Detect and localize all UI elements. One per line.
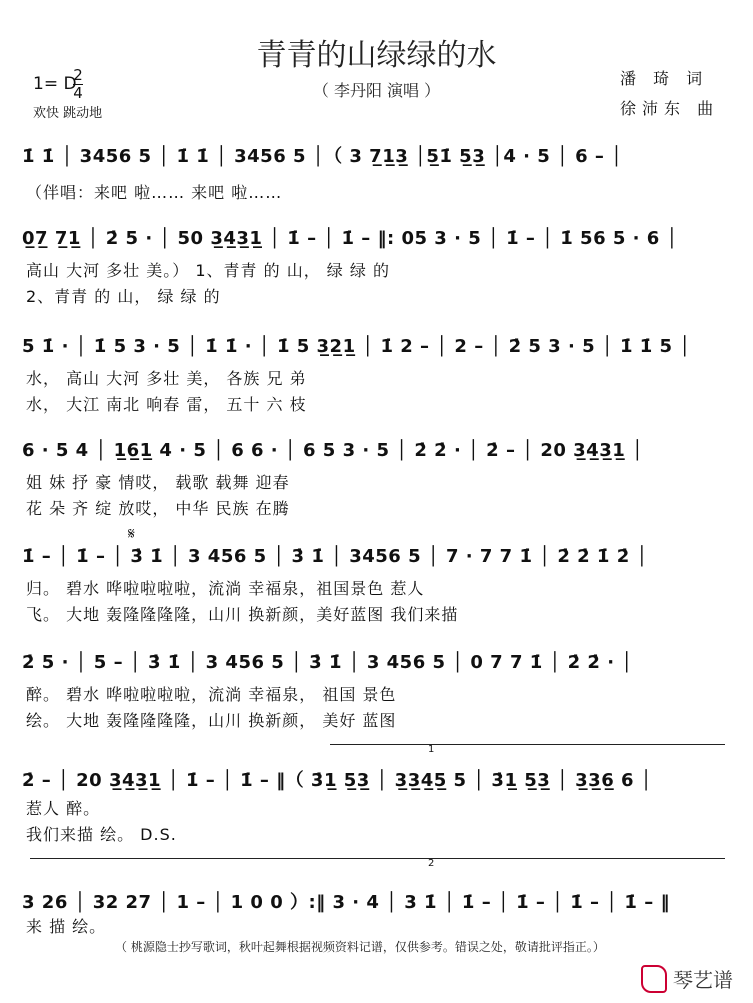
notation-row-6: 2̇ 5 · │ 5 – │ 3̇ 1̇ │ 3 456 5 │ 3̇ 1̇ │ 3 456 5 │ 0 7 7 1̇ │ 2̇ 2̇ · │ bbox=[22, 652, 633, 673]
time-signature bbox=[73, 68, 83, 101]
notation-row-5: 1̇ – │ 1̇ – │ 3̇ 1̇ │ 3 456 5 │ 3̇ 1̇ │ 3456 5 │ 7 · 7 7 1̇ │ 2̇ 2̇ 1̇ 2̇ │ bbox=[22, 546, 648, 567]
song-subtitle: （ 李丹阳 演唱 ） bbox=[312, 81, 441, 100]
notation-row-7: 2̇ – │ 20 3̲4̲3̲1̲ │ 1̇ – │ 1̇ – ‖（ 3̇1̲ 5̲3̲ │ 3̲3̲4̲5̲ 5 │ 3̇1̲ 5̲3̲ │ 3̲3̲6̲ 6 │ bbox=[22, 770, 653, 791]
notation-row-4: 6 · 5 4 │ 1̲6̲1̲ 4 · 5 │ 6 6 · │ 6 5 3 · 5 │ 2̇ 2̇ · │ 2̇ – │ 20 3̲4̲3̲1̲ │ bbox=[22, 440, 644, 461]
tempo-marking: 欢快 跳动地 bbox=[33, 106, 103, 121]
lyric-row-2-verse-2: 2、青青 的 山， 绿 绿 的 bbox=[26, 287, 221, 306]
song-title: 青青的山绿绿的水 bbox=[256, 38, 497, 73]
notation-row-2: 0̲7̲ 7̲1̲ │ 2̇ 5 · │ 50 3̲4̲3̲1̲ │ 1̇ – │ 1̇ – ‖: 05 3 · 5 │ 1̇ – │ 1̇ 56 5 · 6 │ bbox=[22, 228, 678, 249]
lyric-row-5-verse-2: 飞。 大地 轰隆隆隆隆，山川 换新颜，美好蓝图 我们来描 bbox=[26, 605, 459, 624]
logo-text: 琴艺谱 bbox=[673, 968, 733, 992]
volta-number-1: 1 bbox=[428, 744, 435, 755]
notation-row-1: 1̇ 1̇ │ 3456 5 │ 1̇ 1̇ │ 3456 5 │（ 3 7̲1̲3̲ │5̲1̇ 5̲3̲ │4 · 5 │ 6 – │ bbox=[22, 146, 623, 167]
notation-row-3: 5 1̇ · │ 1̇ 5 3 · 5 │ 1̇ 1̇ · │ 1̇ 5 3̲2̲1̲ │ 1̇ 2 – │ 2 – │ 2̇ 5 3 · 5 │ 1̇ 1̇ 5 │ bbox=[22, 336, 691, 357]
lyric-row-8-verse-1: 来 描 绘。 bbox=[26, 917, 107, 936]
lyric-row-5-verse-1: 归。 碧水 哗啦啦啦啦，流淌 幸福泉，祖国景色 惹人 bbox=[26, 579, 425, 598]
time-signature-top: 2 bbox=[73, 66, 83, 84]
volta-bracket-2 bbox=[30, 858, 725, 859]
lyric-row-7-verse-1: 惹人 醉。 bbox=[26, 799, 101, 818]
volta-number-2: 2 bbox=[428, 858, 435, 869]
lyric-row-4-verse-2: 花 朵 齐 绽 放哎， 中华 民族 在腾 bbox=[26, 499, 290, 518]
notation-row-8: 3 26 │ 32 27 │ 1 – │ 1 0 0 ）:‖ 3 · 4 │ 3 1̇ │ 1̇ – │ 1̇ – │ 1̇ – │ 1̇ – ‖ bbox=[22, 892, 670, 913]
segno-icon: 𝄋 bbox=[128, 524, 135, 543]
composer-credit: 徐沛东 曲 bbox=[620, 99, 720, 118]
lyric-row-6-verse-2: 绘。 大地 轰隆隆隆隆，山川 换新颜， 美好 蓝图 bbox=[26, 711, 397, 730]
lyric-row-1-verse-1: （伴唱：来吧 啦…… 来吧 啦…… bbox=[26, 183, 283, 202]
lyricist-credit: 潘 琦 词 bbox=[620, 69, 709, 88]
lyric-row-3-verse-1: 水， 高山 大河 多壮 美， 各族 兄 弟 bbox=[26, 369, 307, 388]
site-logo bbox=[641, 964, 733, 993]
lyric-row-3-verse-2: 水， 大江 南北 响春 雷， 五十 六 枝 bbox=[26, 395, 307, 414]
lyric-row-4-verse-1: 姐 妹 抒 豪 情哎， 载歌 载舞 迎春 bbox=[26, 473, 290, 492]
lyric-row-6-verse-1: 醉。 碧水 哗啦啦啦啦，流淌 幸福泉， 祖国 景色 bbox=[26, 685, 397, 704]
volta-bracket-1 bbox=[330, 744, 725, 745]
lyric-row-7-verse-2: 我们来描 绘。 D.S. bbox=[26, 825, 177, 844]
lyric-row-2-verse-1: 高山 大河 多壮 美。） 1、青青 的 山， 绿 绿 的 bbox=[26, 261, 390, 280]
key-signature: 1= D bbox=[33, 74, 77, 94]
time-signature-bottom: 4 bbox=[73, 84, 83, 102]
transcription-note: （ 桃源隐士抄写歌词，秋叶起舞根据视频资料记谱，仅供参考。错误之处，敬请批评指正。） bbox=[115, 940, 605, 954]
logo-mark-icon bbox=[641, 965, 667, 993]
